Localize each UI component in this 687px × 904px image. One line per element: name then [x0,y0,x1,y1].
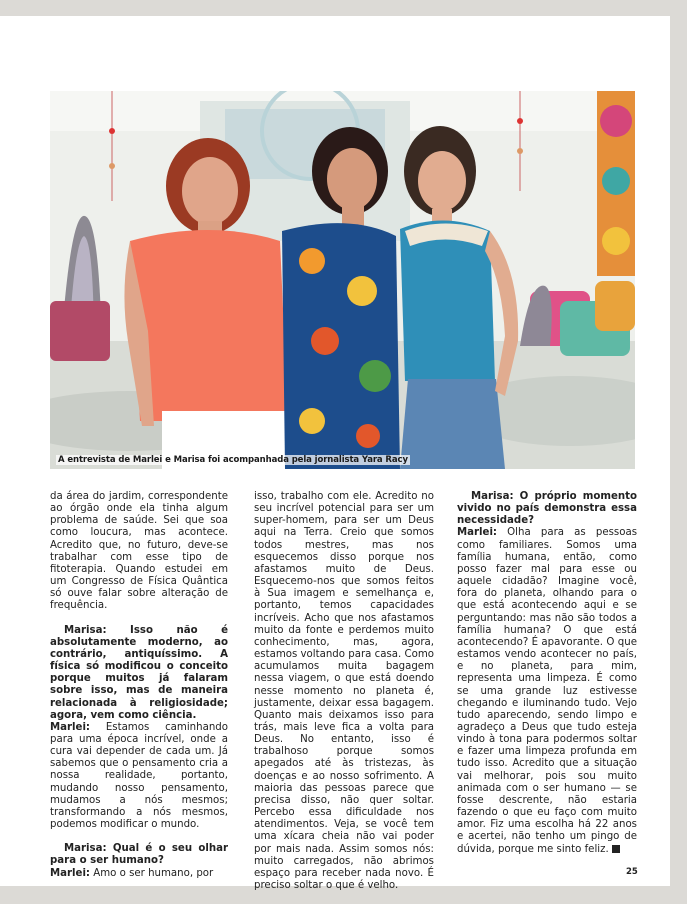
article-photo [50,91,635,469]
answer-text: Olha para as pessoas como familiares. Somos uma família humana, então, como posso fazer mal para esse ou aquele cidadão? Imagine você, fora do planeta, olhando para o que está acontecendo aqui e se perguntando: mas não são todos a família humana? O que está acontecendo? É apavorante. O que estamos vendo acontecer no país, e no planeta, para mim, representa uma limpeza. É como se uma grande luz estivesse chegando e iluminando tudo. Vejo tudo aparecendo, sendo limpo e agradeço a Deus que tudo esteja vindo à tona para podermos soltar e fazer uma limpeza profunda em tudo isso. Acredito que a situação vai melhorar, pois sou muito animada com o ser humano — se fosse descrente, não estaria fazendo o que eu faço com muito amor. Fiz uma escolha há 22 anos e acertei, não tenho um pingo de dúvida, porque me sinto feliz. [457,527,637,855]
article-column-2 [254,491,434,892]
paragraph: da área do jardim, correspondente ao órgão onde ela tinha algum problema de saúde. Sei que soa como loucura, mas acontece. Acredito que, no futuro, deve-se trabalhar com esse tipo de fitoterapia. Quando estudei em um Congresso de Física Quântica só ouve falar sobre alteração de frequência. [50,491,228,612]
article-column-3 [457,491,637,856]
end-mark-icon [612,845,620,853]
question: Marisa: Isso não é absolutamente moderno, ao contrário, antiquíssimo. A física só modificou o conceito porque muitos já falaram sobre isso, mas de maneira relacionada à religiosidade; agora, vem como ciência. [50,624,228,721]
question: Marisa: Qual é o seu olhar para o ser humano? [50,843,228,867]
speaker-name: Marlei: [50,867,91,879]
speaker-name: Marlei: [50,721,91,733]
photo-illustration [50,91,635,469]
answer [50,722,228,831]
paragraph: isso, trabalho com ele. Acredito no seu incrível potencial para ser um super-homem, para ser um Deus aqui na Terra. Creio que somos todos mestres, mas nos esquecemos disso porque nos afastamos muito de Deus. Esquecemo-nos que somos feitos à Sua imagem e semelhança e, portanto, temos capacidades incríveis. Acho que nos afastamos muito da fonte e perdemos muito conhecimento, mas, agora, estamos voltando para casa. Como acumulamos muita bagagem nessa viagem, o que está doendo nesse momento no planeta é, justamente, deixar essa bagagem. Quanto mais deixamos isso para trás, mais leve fica a volta para Deus. No entanto, isso é trabalhoso porque somos apegados até às tristezas, às doenças e ao nosso sofrimento. A maioria das pessoas parece que precisa disso, não quer soltar. Percebo essa dificuldade nos atendimentos. Veja, se você tem uma xícara cheia não vai poder por mais nada. Assim somos nós: muito carregados, não abrimos espaço para receber nada novo. É preciso soltar o que é velho. [254,491,434,891]
answer-text: Estamos caminhando para uma época incrível, onde a cura vai depender de cada um. Já sabemos que o pensamento cria a nossa realidade, portanto, mudando nosso pensamento, mudamos a nós mesmos; transformando a nós mesmos, podemos modificar o mundo. [50,721,228,831]
answer [457,527,637,855]
page-number: 25 [626,867,638,877]
answer [50,868,228,880]
speaker-name: Marlei: [457,527,498,539]
question: Marisa: O próprio momento vivido no país demonstra essa necessidade? [457,491,637,527]
answer-text: Amo o ser humano, por [90,867,214,879]
article-column-1 [50,491,228,880]
photo-caption: A entrevista de Marlei e Marisa foi acompanhada pela jornalista Yara Racy [58,455,408,465]
magazine-page [0,16,670,891]
